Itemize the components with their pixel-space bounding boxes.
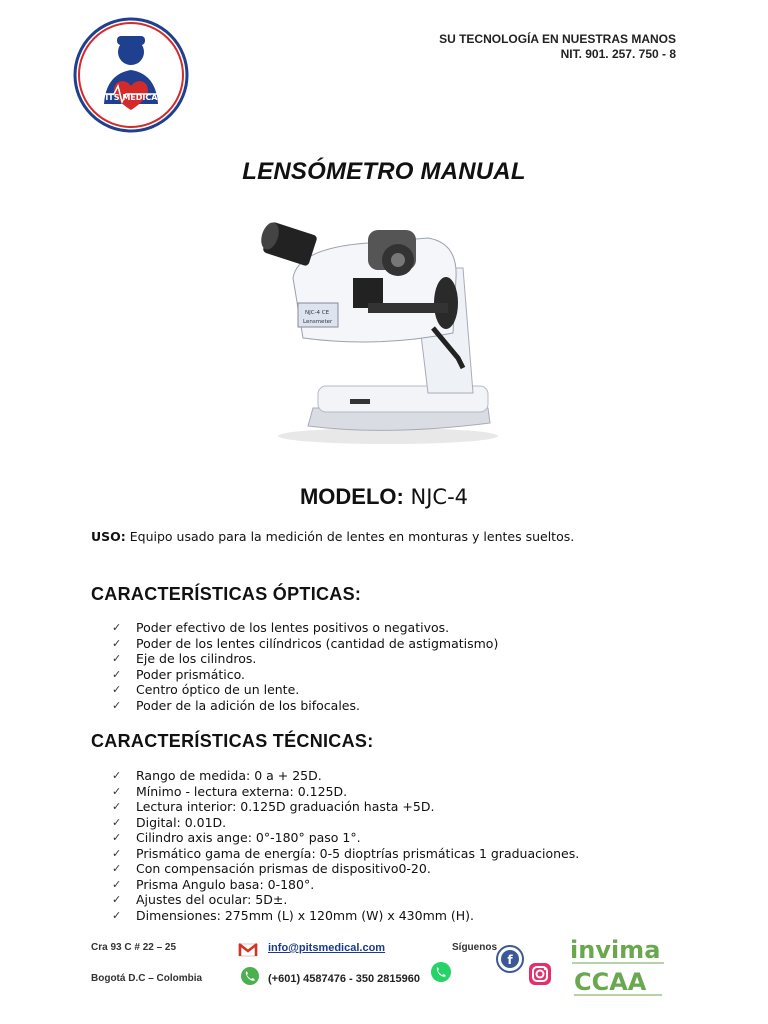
- instagram-icon[interactable]: [528, 962, 552, 986]
- invima-ccaa-logo: [568, 930, 668, 1000]
- check-icon: ✓: [112, 621, 122, 634]
- check-icon: ✓: [112, 908, 122, 922]
- check-icon: ✓: [112, 831, 122, 844]
- logo-text: PITS MEDICAL: [99, 93, 163, 102]
- modelo-value: NJC-4: [410, 485, 469, 509]
- list-item: ✓ Prisma Angulo basa: 0-180°.: [112, 876, 315, 892]
- list-item: ✓ Dimensiones: 275mm (L) x 120mm (W) x 430mm (H).: [112, 907, 475, 923]
- phone-icon: [240, 966, 260, 986]
- check-icon: ✓: [112, 893, 122, 906]
- tecnicas-heading: CARACTERÍSTICAS TÉCNICAS:: [91, 731, 374, 751]
- check-icon: ✓: [112, 769, 122, 782]
- check-icon: ✓: [112, 784, 122, 798]
- list-item: ✓ Lectura interior: 0.125D graduación hasta +5D.: [112, 799, 435, 814]
- list-item: ✓ Centro óptico de un lente.: [112, 682, 300, 697]
- uso-text: Equipo usado para la medición de lentes en monturas y lentes sueltos.: [129, 529, 575, 544]
- pits-medical-logo: [70, 14, 192, 136]
- lensometer-image: [258, 208, 508, 453]
- svg-text:f: f: [507, 953, 513, 967]
- ccaa-text: CCAA: [574, 968, 647, 996]
- gmail-icon: [238, 942, 258, 958]
- svg-text:NJC-4 CE: NJC-4 CE: [305, 310, 330, 316]
- list-item: ✓ Poder de la adición de los bifocales.: [112, 697, 360, 713]
- check-icon: ✓: [112, 698, 122, 712]
- check-icon: ✓: [112, 667, 122, 681]
- footer-address: Cra 93 C # 22 – 25: [91, 942, 177, 953]
- modelo-label: MODELO:: [299, 484, 404, 509]
- list-item: ✓ Digital: 0.01D.: [112, 814, 227, 830]
- check-icon: ✓: [112, 815, 122, 829]
- list-item: ✓ Con compensación prismas de dispositivo0-20.: [112, 861, 431, 876]
- email-link[interactable]: info@pitsmedical.com: [268, 942, 386, 954]
- list-item: ✓ Rango de medida: 0 a + 25D.: [112, 768, 322, 783]
- check-icon: ✓: [112, 862, 122, 875]
- modelo-line: [0, 484, 768, 510]
- slogan: SU TECNOLOGÍA EN NUESTRAS MANOS: [439, 32, 676, 46]
- list-item: ✓ Prismático gama de energía: 0-5 dioptrías prismáticas 1 graduaciones.: [112, 845, 580, 861]
- check-icon: ✓: [112, 683, 122, 696]
- invima-text: invima: [570, 936, 661, 964]
- footer-city: Bogotá D.C – Colombia: [91, 973, 203, 984]
- check-icon: ✓: [112, 652, 122, 665]
- svg-text:Lensmeter: Lensmeter: [303, 319, 333, 325]
- opticas-list: [112, 620, 498, 713]
- list-item: ✓ Poder prismático.: [112, 666, 246, 682]
- check-icon: ✓: [112, 800, 122, 813]
- uso-line: [91, 529, 574, 544]
- check-icon: ✓: [112, 877, 122, 891]
- whatsapp-icon[interactable]: [430, 961, 452, 983]
- check-icon: ✓: [112, 636, 122, 650]
- page-title: LENSÓMETRO MANUAL: [242, 158, 526, 185]
- nit: NIT. 901. 257. 750 - 8: [560, 47, 676, 61]
- list-item: ✓ Cilindro axis ange: 0°-180° paso 1°.: [112, 830, 361, 845]
- uso-label: USO:: [91, 529, 126, 544]
- check-icon: ✓: [112, 846, 122, 860]
- list-item: ✓ Eje de los cilindros.: [112, 651, 257, 666]
- list-item: ✓ Poder de los lentes cilíndricos (cantidad de astigmatismo): [112, 635, 499, 651]
- phone-number: (+601) 4587476 - 350 2815960: [268, 973, 420, 985]
- list-item: ✓ Ajustes del ocular: 5D±.: [112, 892, 288, 907]
- facebook-icon[interactable]: [496, 945, 524, 973]
- tecnicas-list: [112, 768, 579, 923]
- list-item: ✓ Mínimo - lectura externa: 0.125D.: [112, 783, 348, 799]
- opticas-heading: CARACTERÍSTICAS ÓPTICAS:: [91, 584, 362, 604]
- header-info: [439, 32, 676, 62]
- list-item: ✓ Poder efectivo de los lentes positivos o negativos.: [112, 620, 450, 635]
- siguenos-label: Síguenos: [452, 942, 498, 953]
